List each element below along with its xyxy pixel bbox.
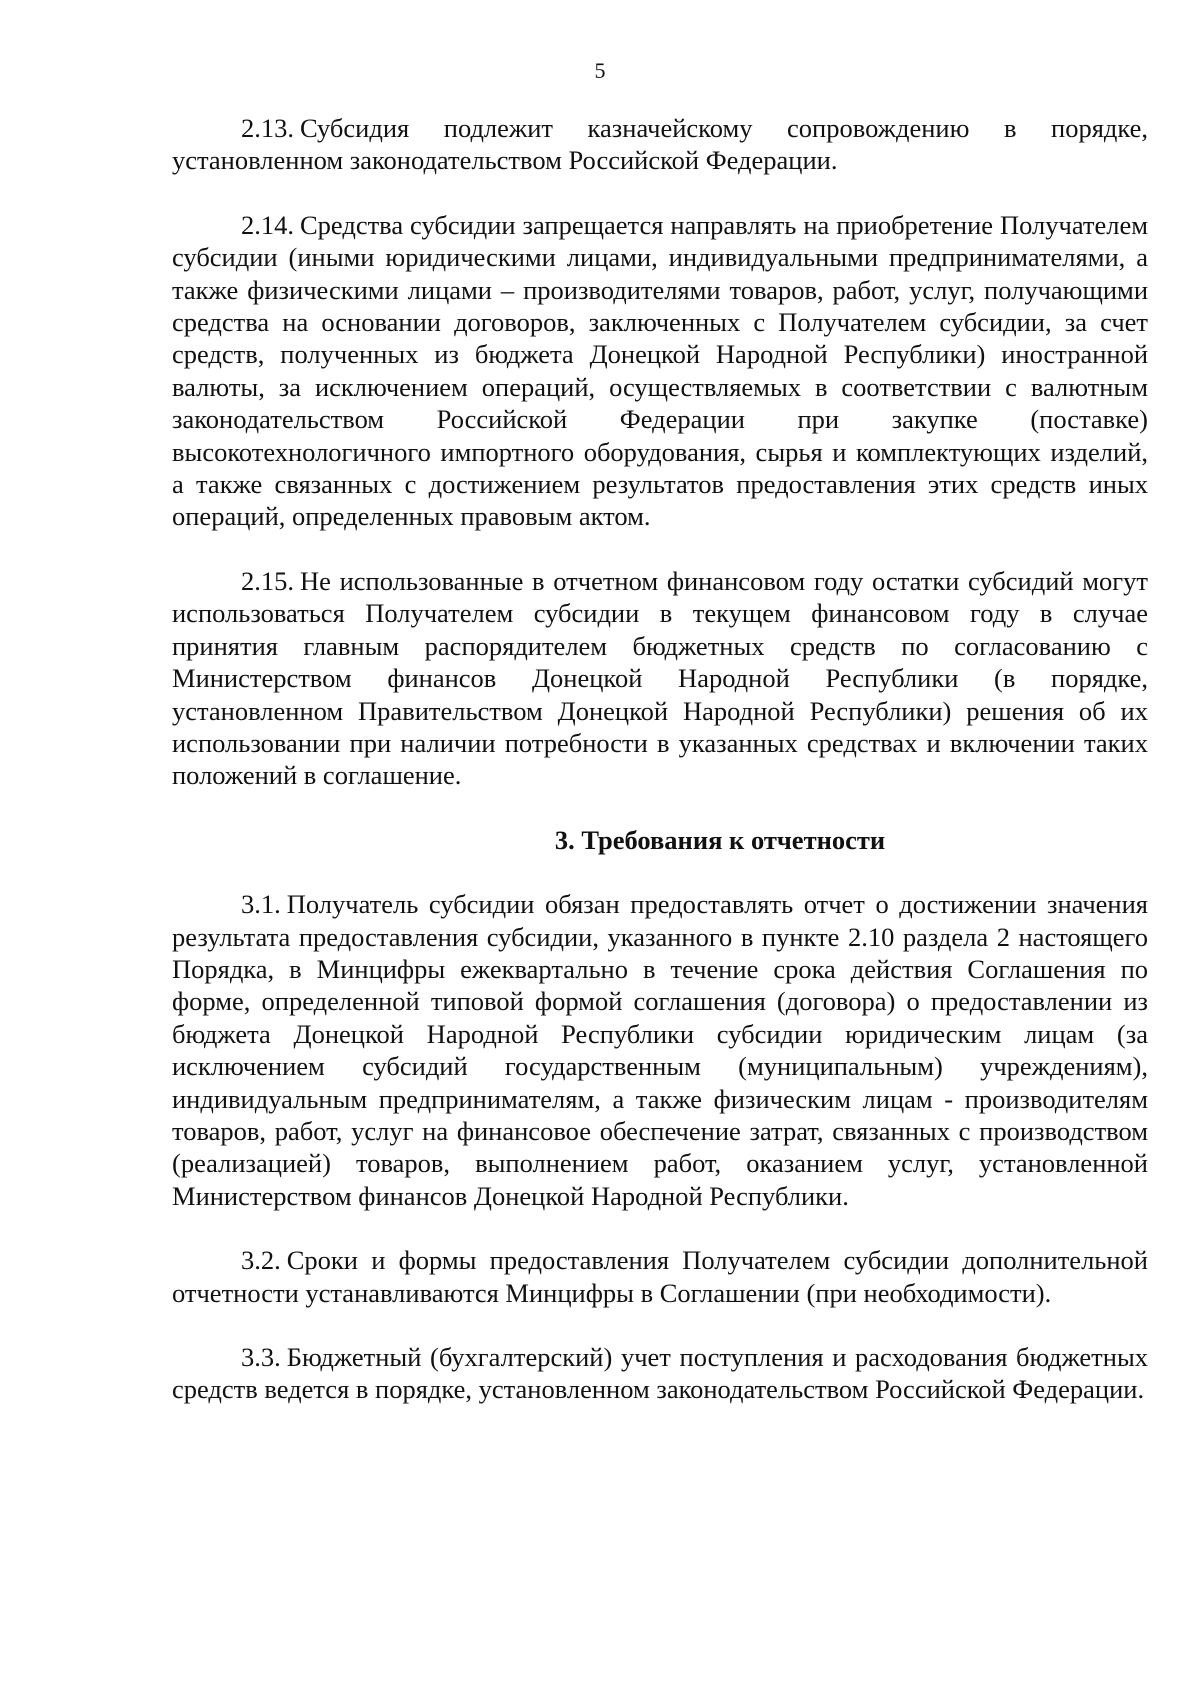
paragraph-2-14 (172, 209, 1148, 533)
section-heading: 3. Требования к отчетности (554, 824, 886, 855)
paragraph-number: 3.1. (241, 889, 281, 920)
paragraph-2-13 (172, 112, 1148, 177)
paragraph-2-15 (172, 565, 1148, 792)
paragraph-text: Не использованные в отчетном финансовом году остатки субсидий могут использоваться Получателем субсидии в текущем финансовом году в случае принятия главным распорядителем бюджетных средств по согласованию с Министерством финансов Донецкой Народной Республики (в порядке, установленном Правительством Донецкой Народной Республики) решения об их использовании при наличии потребности в указанных средствах и включении таких положений в соглашение. (172, 565, 1148, 791)
paragraph-3-1 (172, 888, 1148, 1212)
paragraph-text: Сроки и формы предоставления Получателем субсидии дополнительной отчетности устанавливаются Минцифры в Соглашении (при необходимости). (172, 1245, 1148, 1308)
paragraph-text: Средства субсидии запрещается направлять на приобретение Получателем субсидии (иными юридическими лицами, индивидуальными предпринимателями, а также физическими лицами – производителями товаров, работ, услуг, получающими средства на основании договоров, заключенных с Получателем субсидии, за счет средств, полученных из бюджета Донецкой Народной Республики) иностранной валюты, за исключением операций, осуществляемых в соответствии с валютным законодательством Российской Федерации при закупке (поставке) высокотехнологичного импортного оборудования, сырья и комплектующих изделий, а также связанных с достижением результатов предоставления этих средств иных операций, определенных правовым актом. (172, 209, 1148, 532)
paragraph-number: 3.3. (241, 1342, 281, 1372)
paragraph-number: 2.15. (241, 565, 294, 596)
page-number: 5 (594, 58, 606, 83)
paragraph-text: Получатель субсидии обязан предоставлять отчет о достижении значения результата предоставления субсидии, указанного в пункте 2.10 раздела 2 настоящего Порядка, в Минцифры ежеквартально в течение срока действия Соглашения по форме, определенной типовой формой соглашения (договора) о предоставлении из бюджета Донецкой Народной Республики субсидии юридическим лицам (за исключением субсидий государственным (муниципальным) учреждениям), индивидуальным предпринимателям, а также физическим лицам - производителям товаров, работ, услуг на финансовое обеспечение затрат, связанных с производством (реализацией) товаров, выполнением работ, оказанием услуг, установленной Министерством финансов Донецкой Народной Республики. (172, 889, 1148, 1211)
document-body (172, 112, 1148, 1438)
paragraph-3-3 (172, 1341, 1148, 1406)
paragraph-3-2 (172, 1244, 1148, 1309)
paragraph-number: 2.14. (241, 209, 294, 240)
paragraph-text: Бюджетный (бухгалтерский) учет поступления и расходования бюджетных средств ведется в порядке, установленном законодательством Российской Федерации. (172, 1342, 1148, 1405)
paragraph-text: Субсидия подлежит казначейскому сопровождению в порядке, установленном законодательством Российской Федерации. (172, 113, 1148, 176)
paragraph-number: 3.2. (241, 1245, 281, 1276)
paragraph-number: 2.13. (241, 113, 294, 143)
